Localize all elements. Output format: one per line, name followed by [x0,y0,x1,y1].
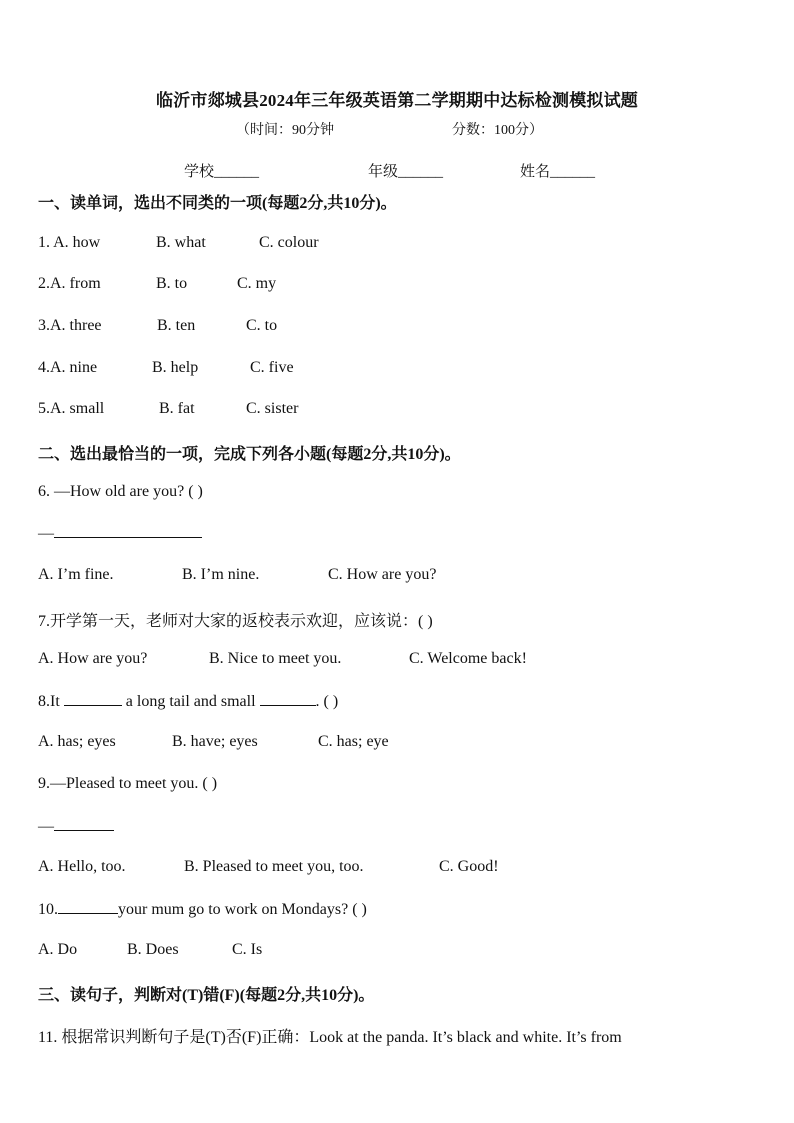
q7-option-b: B. Nice to meet you. [209,650,342,667]
q1-option-c: C. colour [259,234,319,251]
q10-option-c: C. Is [232,941,263,958]
q5-option-a: 5.A. small [38,400,105,417]
section-2-heading: 二、选出最恰当的一项，完成下列各小题(每题2分,共10分)。 [38,446,461,463]
q6-blank [54,523,202,538]
q8-option-a: A. has; eyes [38,733,116,750]
q8-blank-1 [64,691,122,706]
q10-stem [38,899,367,919]
exam-score: 分数：100分） [452,123,543,138]
q6-answer-line [38,523,202,543]
q10-option-b: B. Does [127,941,179,958]
q8-option-c: C. has; eye [318,733,389,750]
q10-option-a: A. Do [38,941,78,958]
q6-dash: — [38,525,54,542]
q6-stem: 6. —How old are you? ( ) [38,483,203,500]
q6-option-c: C. How are you? [328,566,437,583]
q9-answer-line [38,816,114,836]
q10-blank [58,899,118,914]
q1-option-b: B. what [156,234,206,251]
q9-blank [54,816,114,831]
q9-dash: — [38,818,54,835]
q1-option-a: 1. A. how [38,234,101,251]
exam-time: （时间：90分钟 [236,123,334,138]
q10-stem-post: your mum go to work on Mondays? ( ) [118,901,367,918]
q2-option-c: C. my [237,275,277,292]
q7-option-a: A. How are you? [38,650,148,667]
q3-option-a: 3.A. three [38,317,102,334]
school-field: 学校______ [184,164,260,180]
section-3-heading: 三、读句子，判断对(T)错(F)(每题2分,共10分)。 [38,987,375,1004]
q9-stem: 9.—Pleased to meet you. ( ) [38,775,218,792]
q3-option-c: C. to [246,317,278,334]
section-1-heading: 一、读单词，选出不同类的一项(每题2分,共10分)。 [38,195,397,212]
q8-stem-mid: a long tail and small [121,693,260,710]
grade-field: 年级______ [368,164,444,180]
q6-option-b: B. I’m nine. [182,566,260,583]
q7-stem: 7.开学第一天，老师对大家的返校表示欢迎，应该说：( ) [38,613,433,630]
q4-option-a: 4.A. nine [38,359,98,376]
q4-option-c: C. five [250,359,294,376]
q8-stem [38,691,338,711]
q6-option-a: A. I’m fine. [38,566,114,583]
q7-option-c: C. Welcome back! [409,650,527,667]
q8-stem-post: . ( ) [315,693,339,710]
q2-option-b: B. to [156,275,188,292]
q5-option-b: B. fat [159,400,195,417]
q10-stem-pre: 10. [38,901,58,918]
q8-blank-2 [260,691,316,706]
name-field: 姓名______ [520,164,596,180]
q9-option-a: A. Hello, too. [38,858,126,875]
q4-option-b: B. help [152,359,199,376]
exam-title: 临沂市郯城县2024年三年级英语第二学期期中达标检测模拟试题 [156,91,638,110]
q8-stem-pre: 8.It [38,693,64,710]
q9-option-c: C. Good! [439,858,499,875]
q9-option-b: B. Pleased to meet you, too. [184,858,364,875]
q5-option-c: C. sister [246,400,299,417]
q8-option-b: B. have; eyes [172,733,258,750]
q3-option-b: B. ten [157,317,196,334]
q2-option-a: 2.A. from [38,275,101,292]
q11-stem: 11. 根据常识判断句子是(T)否(F)正确：Look at the panda. It’s black and white. It’s from [38,1029,622,1046]
